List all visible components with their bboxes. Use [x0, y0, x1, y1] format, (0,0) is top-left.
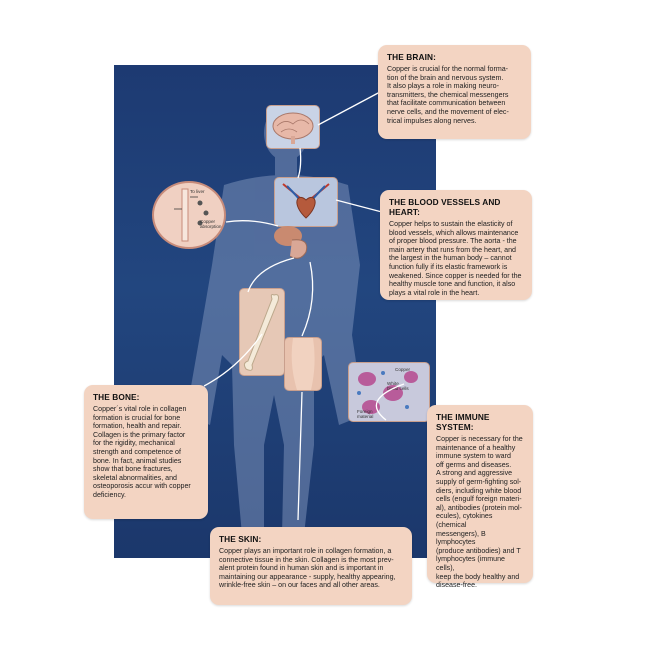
brain-title: THE BRAIN:: [387, 52, 436, 62]
white-blood-cells-label: White blood cells: [387, 381, 409, 391]
immune-copper-label: Copper: [395, 367, 411, 372]
immune-illustration: [348, 362, 430, 422]
skin-text: Copper plays an important role in collagen formation, a connective tissue in the skin. Collagen is the most prev- alent protein found in human skin and is important in maintaining our appearance - supply, healthy appearing, wrinkle-free skin – on our faces and all other areas.: [219, 547, 396, 590]
brain-illustration: [266, 105, 320, 149]
heart-info-box: [380, 190, 532, 300]
immune-title: THE IMMUNE SYSTEM:: [436, 412, 490, 432]
brain-info-box: [378, 45, 531, 139]
heart-text: Copper helps to sustain the elasticity of blood vessels, which allows maintenance of proper blood pressure. The aorta - the main artery that runs from the heart, and the largest in the human body – cannot function fully if its elastic framework is weakened. Since copper is needed for the healthy muscle tone and function, it also plays a vital role in the heart.: [389, 220, 522, 297]
foreign-material-label: Foreign material: [357, 409, 374, 419]
immune-text: Copper is necessary for the maintenance of a healthy immune system to ward off germs and diseases. A strong and aggressive supply of germ-fighting sol- diers, including white blood cells (engulf foreign materi- al), antibodies (protein mol- ecules), cytokines (chemical messengers), B lymphocytes (produce antibodies) and T lymphocytes (immune cells), keep the body healthy and disease-free.: [436, 435, 523, 590]
to-liver-label: To liver: [190, 189, 205, 194]
bone-info-box: [84, 385, 208, 519]
bone-title: THE BONE:: [93, 392, 140, 402]
bone-text: Copper´s vital role in collagen formation is crucial for bone formation, health and repair. Collagen is the primary factor for the rigidity, mechanical strength and competence of bone. In fact, animal studies show that bone fractures, skeletal abnormalities, and osteoporosis accur with copper deficiency.: [93, 405, 191, 499]
heart-title: THE BLOOD VESSELS AND HEART:: [389, 197, 501, 217]
immune-info-box: [427, 405, 533, 590]
bone-illustration: [239, 288, 285, 376]
heart-illustration: [274, 177, 338, 227]
copper-absorption-label: Copper absorption: [200, 219, 222, 229]
skin-info-box: [210, 527, 412, 605]
brain-text: Copper is crucial for the normal forma- tion of the brain and nervous system. It also plays a role in making neuro- transmitters, the chemical messengers that facilitate communication between nerve cells, and the movement of elec- trical impulses along nerves.: [387, 65, 509, 125]
digestive-illustration: [272, 222, 318, 264]
skin-illustration: [284, 337, 322, 391]
skin-title: THE SKIN:: [219, 534, 262, 544]
copper-absorption-detail: [152, 181, 226, 249]
